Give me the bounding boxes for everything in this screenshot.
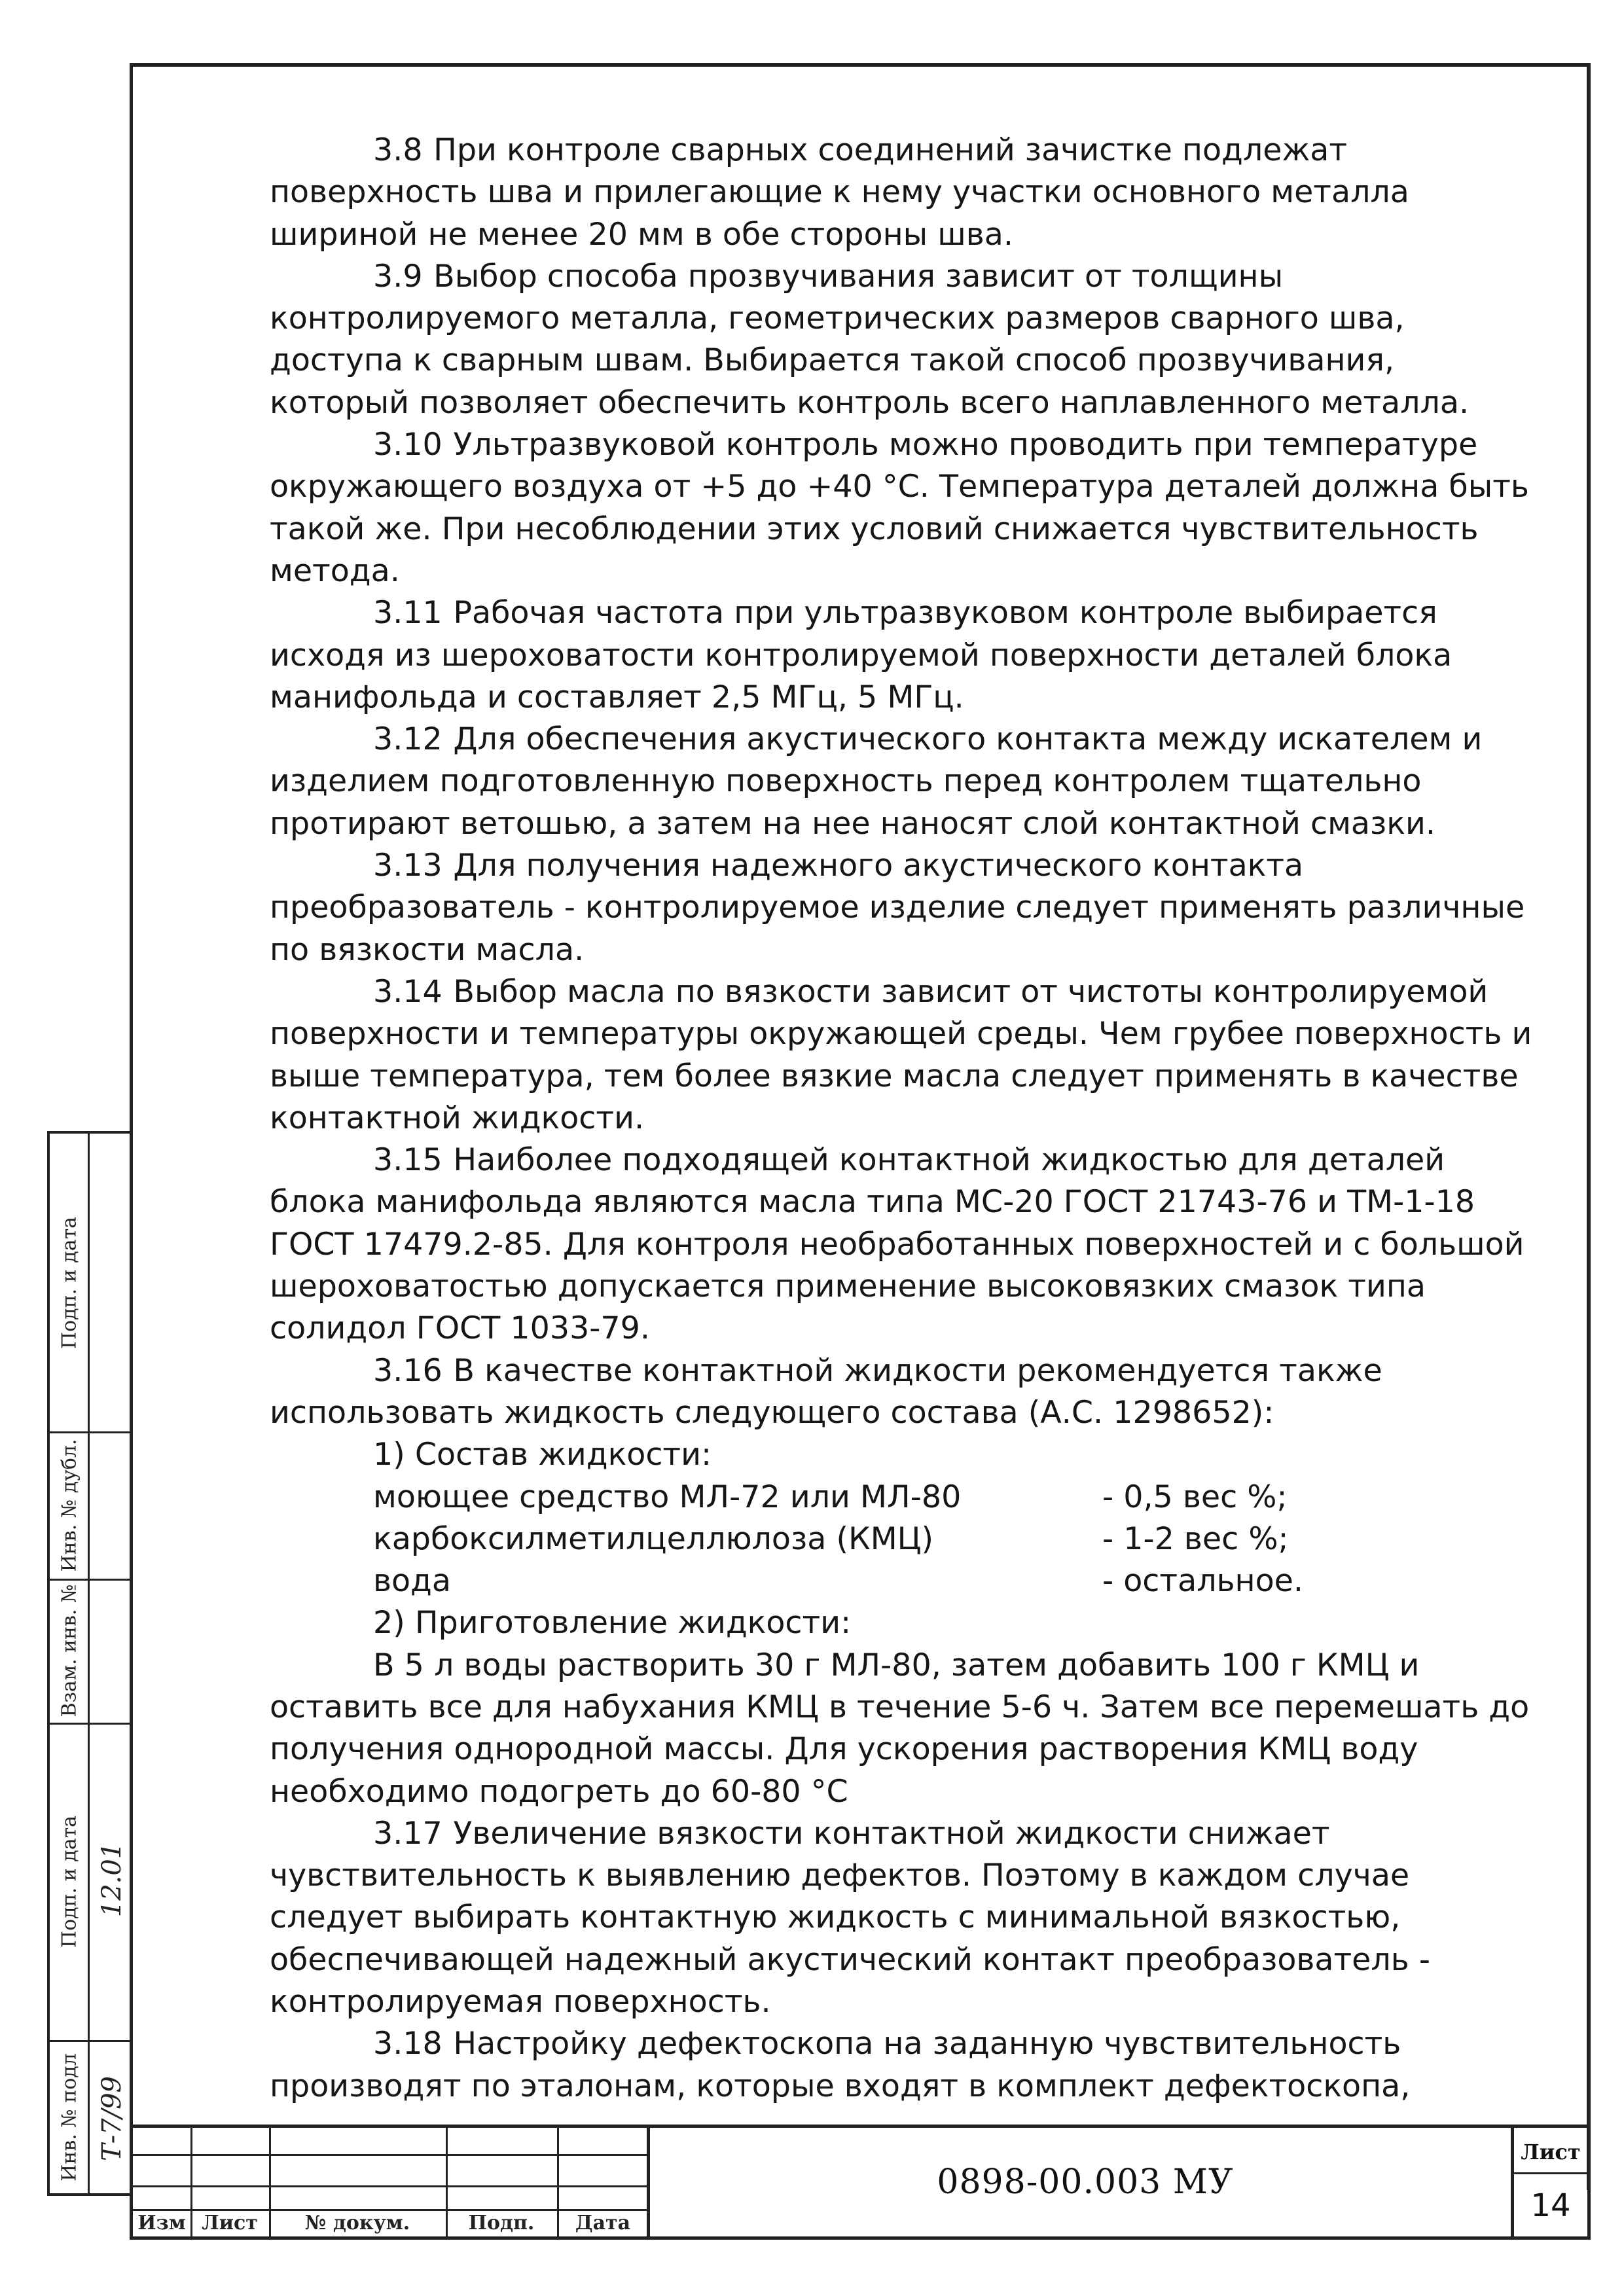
sheet-number: 14 bbox=[1530, 2187, 1571, 2224]
paragraph-3-11: 3.11 Рабочая частота при ультразвуковом контроле выбирается исходя из шероховатости контролируемой поверхности деталей блока манифольда и составляет 2,5 МГц, 5 МГц. bbox=[270, 595, 1453, 715]
col-date: Дата bbox=[575, 2211, 631, 2234]
col-signature: Подп. bbox=[468, 2211, 535, 2234]
col-list: Лист bbox=[202, 2211, 258, 2234]
handwritten-inventory-number: Т-7/99 bbox=[97, 2075, 127, 2162]
title-block-line bbox=[133, 2154, 650, 2156]
stamp-cell-inv-podl: Инв. № подл bbox=[58, 2053, 81, 2181]
title-block-line bbox=[133, 2185, 650, 2187]
sheet-label: Лист bbox=[1521, 2140, 1581, 2164]
preparation-text: В 5 л воды растворить 30 г МЛ-80, затем добавить 100 г КМЦ и оставить все для набухания КМЦ в течение 5-6 ч. Затем все перемешать до получения однородной массы. Для ускорения растворения КМЦ воду необходимо подогреть до 60-80 °С bbox=[270, 1647, 1530, 1810]
stamp-cell-inv-dubl: Инв. № дубл. bbox=[58, 1439, 81, 1571]
composition-heading: 1) Состав жидкости: bbox=[373, 1437, 712, 1473]
title-block bbox=[130, 2125, 1591, 2240]
component-name: вода bbox=[373, 1563, 452, 1600]
paragraph-3-18: 3.18 Настройку дефектоскопа на заданную чувствительность производят по эталонам, которые входят в комплект дефектоскопа, bbox=[270, 2026, 1411, 2104]
paragraph-3-10: 3.10 Ультразвуковой контроль можно проводить при температуре окружающего воздуха от +5 до +40 °С. Температура деталей должна быть такой же. При несоблюдении этих условий снижается чувствительность метода. bbox=[270, 427, 1529, 589]
document-body bbox=[270, 130, 1533, 2108]
stamp-cell-vzam-inv: Взам. инв. № bbox=[58, 1584, 81, 1717]
handwritten-date: 12.01 bbox=[97, 1842, 127, 1918]
col-doc-number: № докум. bbox=[304, 2211, 410, 2234]
paragraph-3-16: 3.16 В качестве контактной жидкости рекомендуется также использовать жидкость следующего состава (А.С. 1298652): bbox=[270, 1352, 1382, 1431]
document-code: 0898-00.003 МУ bbox=[937, 2162, 1234, 2202]
composition-row bbox=[270, 1477, 1533, 1518]
col-izm: Изм bbox=[137, 2211, 186, 2234]
component-amount: - 1-2 вес %; bbox=[1102, 1520, 1289, 1557]
paragraph-3-12: 3.12 Для обеспечения акустического контакта между искателем и изделием подготовленную поверхность перед контролем тщательно протирают ветошью, а затем на нее наносят слой контактной смазки. bbox=[270, 721, 1483, 842]
component-amount: - остальное. bbox=[1102, 1563, 1303, 1600]
paragraph-3-17: 3.17 Увеличение вязкости контактной жидкости снижает чувствительность к выявлению дефектов. Поэтому в каждом случае следует выбирать контактную жидкость с минимальной вязкостью, обеспечивающей надежный акустический контакт преобразователь - контролируемая поверхность. bbox=[270, 1815, 1430, 2020]
stamp-cell-podp-data-top: Подп. и дата bbox=[58, 1216, 81, 1349]
paragraph-3-14: 3.14 Выбор масла по вязкости зависит от чистоты контролируемой поверхности и температуры окружающей среды. Чем грубее поверхность и выше температура, тем более вязкие масла следует применять в качестве контактной жидкости. bbox=[270, 973, 1532, 1136]
left-stamp-strip bbox=[47, 1131, 133, 2196]
component-name: карбоксилметилцеллюлоза (КМЦ) bbox=[373, 1520, 934, 1557]
paragraph-3-15: 3.15 Наиболее подходящей контактной жидкостью для деталей блока манифольда являются масла типа МС-20 ГОСТ 21743-76 и ТМ-1-18 ГОСТ 17479.2-85. Для контроля необработанных поверхностей и с большой шероховатостью допускается применение высоковязких смазок типа солидол ГОСТ 1033-79. bbox=[270, 1142, 1525, 1347]
component-name: моющее средство МЛ-72 или МЛ-80 bbox=[373, 1479, 962, 1515]
paragraph-3-9: 3.9 Выбор способа прозвучивания зависит от толщины контролируемого металла, геометрических размеров сварного шва, доступа к сварным швам. Выбирается такой способ прозвучивания, который позволяет обеспечить контроль всего наплавленного металла. bbox=[270, 258, 1470, 421]
stamp-cell-podp-data-bottom: Подп. и дата bbox=[58, 1815, 81, 1948]
composition-row bbox=[270, 1560, 1533, 1602]
paragraph-3-8: 3.8 При контроле сварных соединений зачистке подлежат поверхность шва и прилегающие к нему участки основного металла шириной не менее 20 мм в обе стороны шва. bbox=[270, 132, 1409, 253]
composition-row bbox=[270, 1518, 1533, 1560]
paragraph-3-13: 3.13 Для получения надежного акустического контакта преобразователь - контролируемое изделие следует применять различные по вязкости масла. bbox=[270, 848, 1525, 968]
component-amount: - 0,5 вес %; bbox=[1102, 1479, 1288, 1515]
preparation-heading: 2) Приготовление жидкости: bbox=[373, 1605, 852, 1641]
